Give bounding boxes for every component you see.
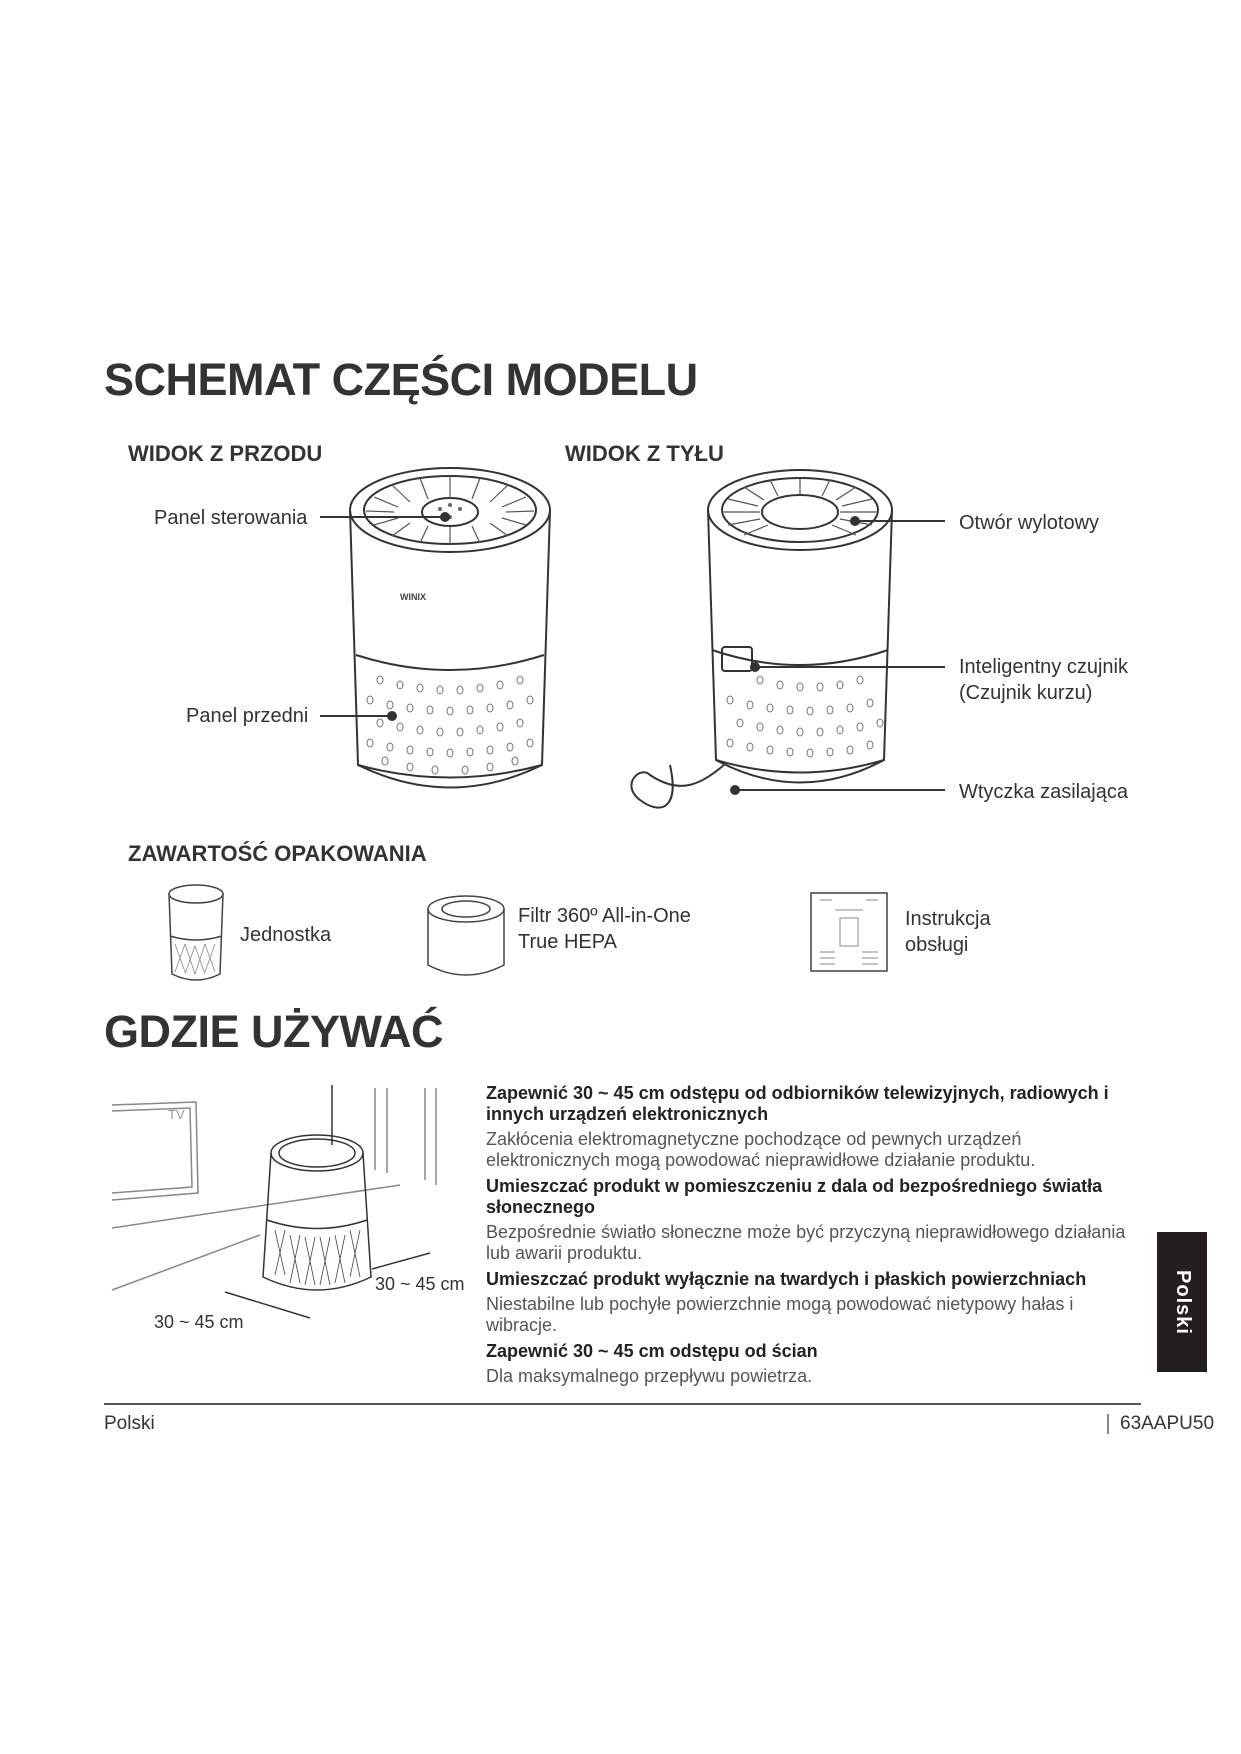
- footer-separator: [1107, 1414, 1109, 1434]
- language-side-tab: [1157, 1232, 1207, 1372]
- manual-thumbnail: [810, 892, 888, 972]
- package-unit-label: Jednostka: [240, 924, 332, 946]
- callout-smart-sensor: Inteligentny czujnik: [959, 656, 1128, 678]
- callout-front-panel: Panel przedni: [186, 705, 309, 727]
- section-title-parts: SCHEMAT CZĘŚCI MODELU: [104, 354, 698, 405]
- placement-illustration: [110, 1085, 470, 1335]
- package-heading: ZAWARTOŚĆ OPAKOWANIA: [128, 841, 427, 866]
- filter-thumbnail: [425, 893, 507, 981]
- tip-title: Zapewnić 30 ~ 45 cm odstępu od ścian: [486, 1341, 818, 1361]
- tip-body: Dla maksymalnego przepływu powietrza.: [486, 1366, 813, 1386]
- tip-body: Niestabilne lub pochyłe powierzchnie mogą powodować nietypowy hałas i wibracje.: [486, 1294, 1074, 1335]
- tip-body: Zakłócenia elektromagnetyczne pochodzące od pewnych urządzeń elektronicznych mogą powodować nieprawidłowe działanie produktu.: [486, 1129, 1036, 1170]
- footer-divider: [104, 1403, 1141, 1405]
- dimension-side-label: 30 ~ 45 cm: [375, 1274, 465, 1294]
- dimension-front-label: 30 ~ 45 cm: [154, 1312, 244, 1332]
- footer-language: Polski: [104, 1413, 155, 1434]
- tips-list: [486, 1083, 1141, 1387]
- section-title-where: GDZIE UŻYWAĆ: [104, 1006, 443, 1057]
- tv-label: TV: [168, 1107, 185, 1122]
- tip-title: Umieszczać produkt w pomieszczeniu z dala od bezpośredniego światła słonecznego: [486, 1176, 1103, 1217]
- callout-control-panel: Panel sterowania: [154, 507, 308, 529]
- rear-view-heading: WIDOK Z TYŁU: [565, 441, 724, 466]
- language-side-tab-label: Polski: [1171, 1269, 1194, 1335]
- package-filter-line2: True HEPA: [518, 931, 617, 953]
- svg-text:WINIX: WINIX: [400, 592, 426, 602]
- footer-model-code: 63AAPU50: [1120, 1413, 1215, 1434]
- callout-dust-sensor: (Czujnik kurzu): [959, 682, 1093, 704]
- callout-power-plug: Wtyczka zasilająca: [959, 781, 1128, 803]
- package-filter-line1: Filtr 360º All-in-One: [518, 905, 691, 927]
- tip-body: Bezpośrednie światło słoneczne może być przyczyną nieprawidłowego działania lub awarii produktu.: [486, 1222, 1126, 1263]
- package-manual-line2: obsługi: [905, 934, 969, 956]
- unit-thumbnail: [165, 884, 227, 986]
- callout-air-outlet: Otwór wylotowy: [959, 512, 1100, 534]
- tip-title: Umieszczać produkt wyłącznie na twardych i płaskich powierzchniach: [486, 1269, 1087, 1289]
- front-view-heading: WIDOK Z PRZODU: [128, 441, 323, 466]
- package-manual-line1: Instrukcja: [905, 908, 991, 930]
- tip-title: Zapewnić 30 ~ 45 cm odstępu od odbiorników telewizyjnych, radiowych i innych urządzeń elektronicznych: [486, 1083, 1109, 1124]
